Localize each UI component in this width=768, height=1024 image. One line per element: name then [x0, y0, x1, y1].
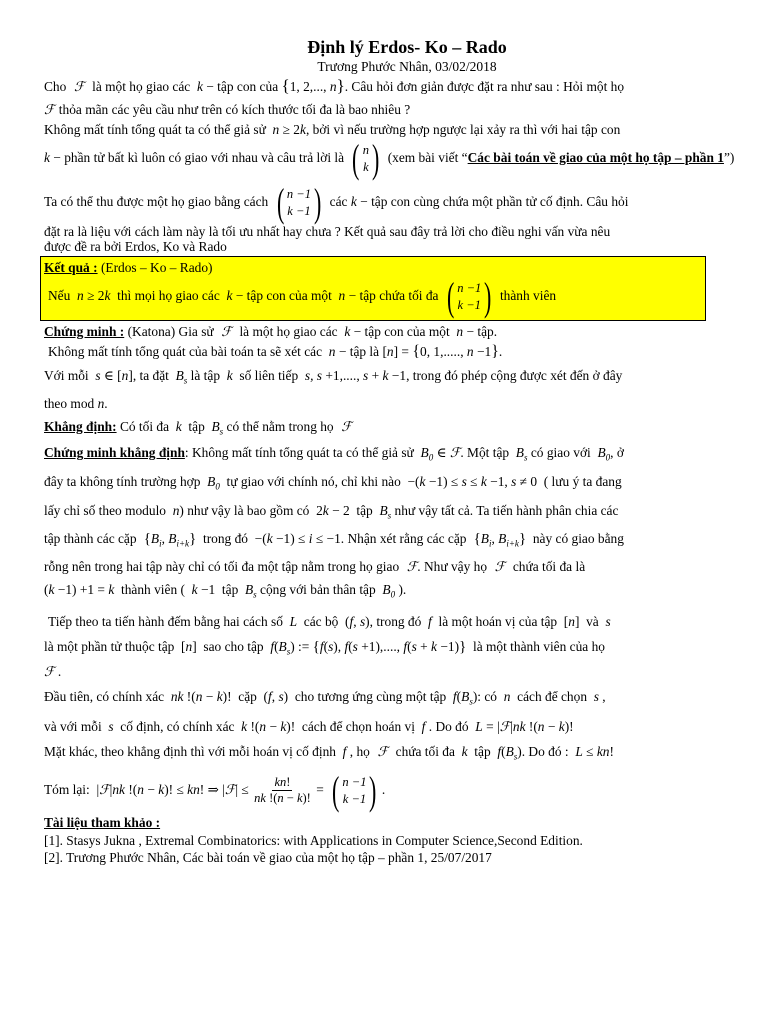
- proof-section: Chứng minh : (Katona) Gia sử ℱ là một họ giao các k − tập con của một n − tập. Không mất tính tổng quát của bài toán ta sẽ xét các n − tập là [n] = {0, 1,....., n −1}. Với mỗi s ∈ [n], ta đặt $B_s$ là tập k số liên tiếp s, s +1,...., s + k −1, trong đó phép cộng được xét đến ở đây theo mod n.: [44, 324, 623, 411]
- document-page: [44, 36, 735, 866]
- intro-paragraph: Cho ℱ là một họ giao các k − tập con của {1, 2,..., n}. Câu hỏi đơn giản được đặt ra như sau : Hỏi một họ ℱ thỏa mãn các yêu cầu như trên có kích thước tối đa là bao nhiêu ? Không mất tính tổng quát ta có thể giả sử n ≥ 2k, bởi vì nếu trường hợp ngược lại xảy ra thì với hai tập con k − phần tử bất kì luôn có giao với nhau và câu trả lời là ( n k ) (xem bài viết “Các bài toán về giao của một họ tập – phần 1”): [44, 76, 735, 181]
- related-article-link[interactable]: Các bài toán về giao của một họ tập – phần 1: [467, 150, 724, 166]
- page-title: Định lý Erdos- Ko – Rado: [307, 37, 507, 57]
- claim-section: Khẳng định: Có tối đa k tập $B_s$ có thể nằm trong họ ℱ: [44, 418, 352, 437]
- construction-paragraph: Ta có thể thu được một họ giao bằng cách ( n −1 k −1 ) các k − tập con cùng chứa một phần tử cố định. Câu hỏi đặt ra là liệu với cách làm này là tối ưu nhất hay chưa ? Kết quả sau đây trả lời cho điều nghi vấn vừa nêu được đề ra bởi Erdos, Ko và Rado: [44, 180, 629, 254]
- theorem-box: Kết quả : (Erdos – Ko – Rado) Nếu n ≥ 2k thì mọi họ giao các k − tập con của một n − tập chứa tối đa ( n −1 k −1 ) thành viên: [40, 256, 706, 321]
- references-section: Tài liệu tham khảo : [1]. Stasys Jukna , Extremal Combinatorics: with Applications in Computer Science,Second Edition. [2]. Trương Phước Nhân, Các bài toán về giao của một họ tập – phần 1, 25/07/2017: [44, 813, 730, 866]
- author-date: Trương Phước Nhân, 03/02/2018: [317, 59, 497, 74]
- reference-item: [1]. Stasys Jukna , Extremal Combinatorics: with Applications in Computer Science,Second Edition.: [44, 832, 583, 848]
- claim-proof-section: Chứng minh khẳng định: Không mất tính tổng quát ta có thể giả sử $B_0$ ∈ ℱ. Một tập $B_s$ có giao với $B_0$, ở đây ta không tính trường hợp $B_0$ tự giao với chính nó, chỉ khi nào −(k −1) ≤ s ≤ k −1, s ≠ 0 ( lưu ý ta đang lấy chỉ số theo modulo n) như vậy là bao gồm có 2k − 2 tập $B_s$ như vậy tất cả. Ta tiến hành phân chia các tập thành các cặp {$B_i$, $B_{i+k}$} trong đó −(k −1) ≤ i ≤ −1. Nhận xét rằng các cặp {$B_i$, $B_{i+k}$} này có giao bằng rỗng nên trong hai tập này chỉ có tối đa một tập nằm trong họ giao ℱ. Như vậy họ ℱ chứa tối đa là (k −1) +1 = k thành viên ( k −1 tập $B_s$ cộng với bản thân tập $B_0$ ).: [44, 445, 624, 600]
- counting-section: Tiếp theo ta tiến hành đếm bằng hai cách số L các bộ (f, s), trong đó f là một hoán vị của tập [n] và s là một phần tử thuộc tập [n] sao cho tập $f(B_s)$ := {f(s), f(s +1),...., f(s + k −1)} là một thành viên của họ ℱ . Đầu tiên, có chính xác nk !(n − k)! cặp (f, s) cho tương ứng cùng một tập $f(B_s)$: có n cách để chọn s , và với mỗi s cố định, có chính xác k !(n − k)! cách để chọn hoán vị f . Do đó L = |ℱ|nk !(n − k)! Mặt khác, theo khẳng định thì với mỗi hoán vị cố định f , họ ℱ chứa tối đa k tập $f(B_s)$. Do đó : L ≤ kn! Tóm lại: |ℱ|nk !(n − k)! ≤ kn! ⇒ |ℱ| ≤ $\frac{kn!}{nk !(n - k)!}$ = ( n −1 k −1 ) .: [44, 613, 614, 813]
- reference-item: [2]. Trương Phước Nhân, Các bài toán về giao của một họ tập – phần 1, 25/07/2017: [44, 849, 492, 865]
